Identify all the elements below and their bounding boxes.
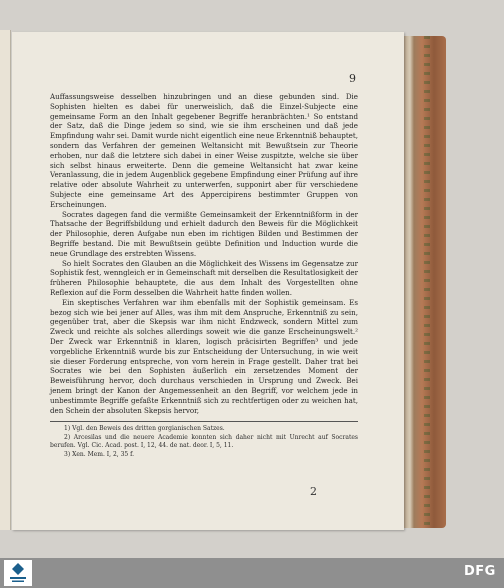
- printer-signature: 2: [310, 485, 317, 498]
- paragraph: Auffassungsweise desselben hinzubringen und an diese gebunden sind. Die Sophisten hielten es dabei für unerweislich, daß die Einzel-Subjecte eine gemeinsame Form an den Inhalt gegebener Begriffe heranbrächten.¹ So entstand der Satz, daß die Dinge jedem so sind, wie sie ihm erscheinen und daß jede Empfindung wahr sei. Damit wurde nicht eigentlich eine neue Erkenntniß behauptet, sondern das Verfahren der gemeinen Weltansicht mit Bewußtsein zur Theorie erhoben, nur daß die letztere sich dabei in einer Weise zuspitzte, welche sie über sich selbst hinaus erweiterte. Denn die gemeine Weltansicht hat zwar keine Veranlassung, die in jedem Augenblick gegebene Empfindung einer Prüfung auf ihre relative oder absolute Wahrheit zu unterwerfen, supponirt aber für verschiedene Subjecte eine gemeinsame Art des Appercipirens bestimmter Gruppen von Erscheinungen.: [50, 92, 358, 209]
- paragraph: So hielt Socrates den Glauben an die Möglichkeit des Wissens im Gegensatze zur Sophistik fest, wenngleich er in Gemeinschaft mit derselben die Resultatlosigkeit der früheren Philosophie behauptete, die aus dem Inhalt des Vorgestellten ohne Reflexion auf die Form desselben die Wahrheit hatte finden wollen.: [50, 258, 358, 297]
- footnote: 3) Xen. Mem. I, 2, 35 f.: [64, 450, 135, 458]
- page-number: 9: [349, 72, 356, 85]
- facing-page-edge: [0, 30, 11, 530]
- footnotes: [50, 425, 358, 459]
- footnote: 1) Vgl. den Beweis des dritten gorgianischen Satzes.: [64, 425, 225, 432]
- library-logo-icon: [4, 560, 32, 586]
- book-page-edges: [404, 36, 446, 528]
- paragraph: Socrates dagegen fand die vermißte Gemeinsamkeit der Erkenntnißform in der Thatsache der Begriffsbildung und erhielt dadurch den Beweis für die Möglichkeit der Philosophie, deren Aufgabe nun eben im richtigen Bilden und Bestimmen der Begriffe bestand. Die mit Bewußtsein geübte Definition und Induction wurde die neue Grundlage des erstrebten Wissens.: [50, 209, 358, 258]
- viewer-footer-bar: [0, 558, 504, 588]
- footnote: 2) Arcesilas und die neuere Academie konnten sich daher nicht mit Unrecht auf Socrates berufen. Vgl. Cic. Acad. post. I, 12, 44. de nat. deor. I, 5, 11.: [50, 433, 358, 450]
- paragraph: Ein skeptisches Verfahren war ihm ebenfalls mit der Sophistik gemeinsam. Es bezog sich wie bei jener auf Alles, was ihm mit dem Anspruche, Erkenntniß zu sein, gegenüber trat, aber die Skepsis war ihm nicht Endzweck, sondern Mittel zum Zweck und reichte als solches allerdings soweit wie die ganze Erscheinungswelt.² Der Zweck war Erkenntniß in klaren, logisch präcisirten Begriffen³ und jede vorgebliche Erkenntniß wurde bis zur Entscheidung der Untersuchung, in wie weit sie dieser Forderung entspreche, von vorn herein in Frage gestellt. Daher trat bei Socrates wie bei den Sophisten äußerlich ein zersetzendes Moment der Beweisführung hervor, doch durchaus verschieden in Ursprung und Zweck. Bei jenem bringt der Kanon der Angemessenheit an den Begriff, vor welchem jede in unbestimmte Begriffe gefaßte Erkenntniß sich zu rechtfertigen oder zu weichen hat, den Schein der absoluten Skepsis hervor,: [50, 297, 358, 415]
- footnote-separator: [50, 421, 358, 422]
- dfg-logo: DFG: [464, 564, 496, 579]
- body-text: [50, 92, 358, 415]
